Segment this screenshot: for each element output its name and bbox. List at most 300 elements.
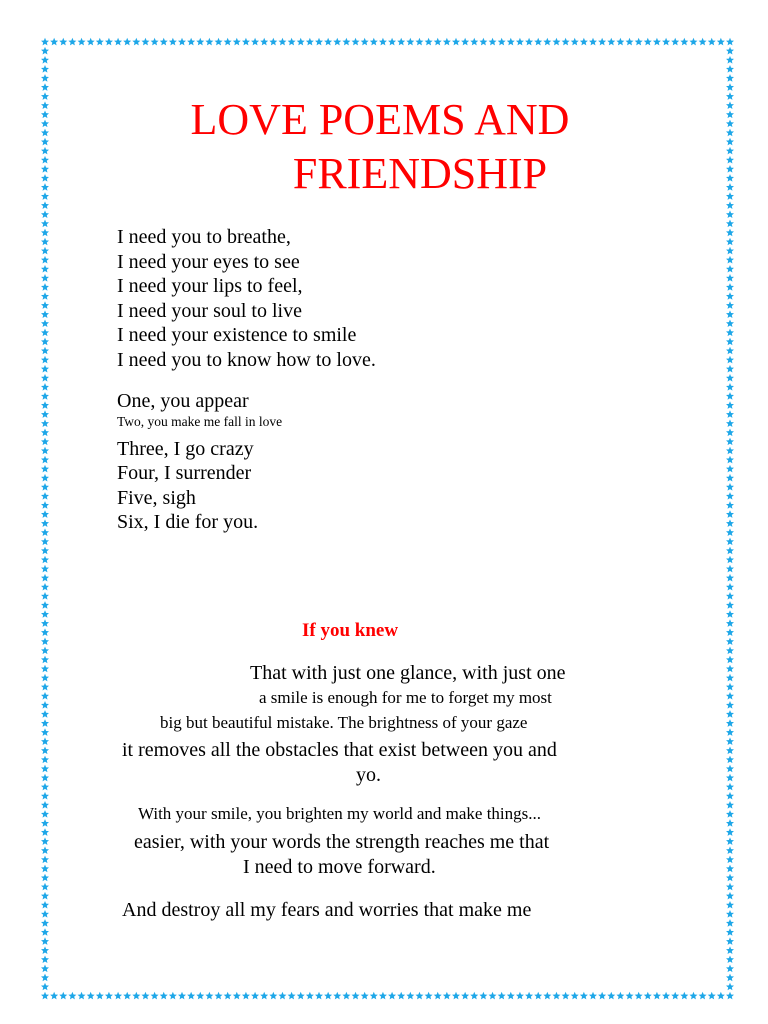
- star-icon: [41, 310, 49, 318]
- star-icon: [41, 983, 49, 991]
- star-icon: [41, 301, 49, 309]
- star-icon: [41, 765, 49, 773]
- star-icon: [105, 992, 113, 1000]
- star-icon: [726, 192, 734, 200]
- star-icon: [224, 992, 232, 1000]
- star-icon: [726, 392, 734, 400]
- star-icon: [726, 846, 734, 854]
- star-icon: [726, 574, 734, 582]
- star-icon: [717, 992, 725, 1000]
- star-icon: [726, 519, 734, 527]
- star-icon: [452, 992, 460, 1000]
- star-icon: [671, 992, 679, 1000]
- star-icon: [534, 38, 542, 46]
- star-icon: [726, 737, 734, 745]
- star-icon: [726, 147, 734, 155]
- star-icon: [452, 38, 460, 46]
- star-icon: [41, 819, 49, 827]
- star-icon: [726, 47, 734, 55]
- star-icon: [41, 928, 49, 936]
- star-icon: [415, 38, 423, 46]
- poem2-line: easier, with your words the strength reaches me that: [134, 831, 550, 853]
- star-icon: [726, 329, 734, 337]
- star-icon: [41, 883, 49, 891]
- star-icon: [41, 138, 49, 146]
- star-icon: [726, 928, 734, 936]
- star-icon: [489, 38, 497, 46]
- star-icon: [41, 247, 49, 255]
- star-icon: [726, 419, 734, 427]
- title-line-2: FRIENDSHIP: [292, 149, 548, 198]
- star-icon: [41, 628, 49, 636]
- star-icon: [41, 365, 49, 373]
- star-icon: [41, 846, 49, 854]
- star-icon: [726, 174, 734, 182]
- star-icon: [59, 38, 67, 46]
- star-icon: [689, 38, 697, 46]
- star-icon: [726, 256, 734, 264]
- star-icon: [41, 220, 49, 228]
- star-icon: [41, 292, 49, 300]
- star-icon: [406, 992, 414, 1000]
- star-icon: [205, 992, 213, 1000]
- star-icon: [41, 510, 49, 518]
- star-icon: [41, 647, 49, 655]
- star-icon: [41, 992, 49, 1000]
- star-icon: [543, 992, 551, 1000]
- star-icon: [635, 992, 643, 1000]
- star-icon: [516, 992, 524, 1000]
- star-icon: [41, 538, 49, 546]
- star-icon: [41, 147, 49, 155]
- star-icon: [41, 556, 49, 564]
- star-icon: [689, 992, 697, 1000]
- star-icon: [260, 992, 268, 1000]
- star-icon: [41, 746, 49, 754]
- star-icon: [41, 56, 49, 64]
- stanza-line: I need your existence to smile: [117, 324, 357, 346]
- star-icon: [726, 865, 734, 873]
- star-icon: [726, 238, 734, 246]
- star-icon: [726, 301, 734, 309]
- star-icon: [41, 665, 49, 673]
- star-icon: [41, 129, 49, 137]
- star-icon: [178, 38, 186, 46]
- star-icon: [41, 501, 49, 509]
- star-icon: [41, 865, 49, 873]
- star-icon: [41, 919, 49, 927]
- star-icon: [479, 38, 487, 46]
- star-icon: [41, 392, 49, 400]
- poem2-line: yo.: [356, 764, 381, 786]
- star-icon: [470, 992, 478, 1000]
- star-icon: [726, 229, 734, 237]
- star-icon: [41, 192, 49, 200]
- star-icon: [717, 38, 725, 46]
- star-icon: [726, 883, 734, 891]
- star-icon: [699, 992, 707, 1000]
- star-icon: [41, 783, 49, 791]
- star-icon: [726, 801, 734, 809]
- star-icon: [333, 992, 341, 1000]
- star-icon: [187, 38, 195, 46]
- star-icon: [205, 38, 213, 46]
- star-icon: [41, 774, 49, 782]
- star-icon: [525, 38, 533, 46]
- star-icon: [644, 38, 652, 46]
- star-icon: [726, 501, 734, 509]
- star-icon: [41, 428, 49, 436]
- poem2-line: That with just one glance, with just one: [250, 662, 566, 684]
- star-icon: [41, 101, 49, 109]
- star-icon: [726, 283, 734, 291]
- star-icon: [726, 274, 734, 282]
- star-icon: [68, 38, 76, 46]
- star-icon: [598, 38, 606, 46]
- star-icon: [352, 38, 360, 46]
- star-icon: [41, 874, 49, 882]
- star-icon: [361, 38, 369, 46]
- star-icon: [41, 619, 49, 627]
- star-icon: [726, 38, 734, 46]
- star-icon: [41, 319, 49, 327]
- star-icon: [41, 329, 49, 337]
- star-icon: [726, 201, 734, 209]
- stanza-line: I need you to know how to love.: [117, 348, 376, 371]
- star-icon: [178, 992, 186, 1000]
- star-icon: [726, 756, 734, 764]
- star-icon: [41, 347, 49, 355]
- star-icon: [671, 38, 679, 46]
- star-icon: [726, 165, 734, 173]
- star-icon: [324, 992, 332, 1000]
- star-icon: [41, 229, 49, 237]
- star-icon: [507, 992, 515, 1000]
- poem2-line: big but beautiful mistake. The brightness of your gaze: [160, 713, 528, 732]
- star-icon: [41, 401, 49, 409]
- star-icon: [132, 38, 140, 46]
- star-icon: [507, 38, 515, 46]
- star-icon: [726, 892, 734, 900]
- star-icon: [726, 247, 734, 255]
- star-icon: [726, 774, 734, 782]
- star-icon: [726, 74, 734, 82]
- star-icon: [580, 38, 588, 46]
- star-icon: [41, 47, 49, 55]
- poem2-line: a smile is enough for me to forget my most: [259, 688, 552, 707]
- star-icon: [653, 992, 661, 1000]
- star-icon: [397, 992, 405, 1000]
- star-icon: [726, 319, 734, 327]
- star-icon: [726, 210, 734, 218]
- star-icon: [41, 519, 49, 527]
- star-icon: [525, 992, 533, 1000]
- star-icon: [726, 610, 734, 618]
- star-icon: [726, 637, 734, 645]
- star-icon: [41, 356, 49, 364]
- star-icon: [169, 992, 177, 1000]
- star-icon: [580, 992, 588, 1000]
- star-icon: [41, 156, 49, 164]
- star-icon: [726, 874, 734, 882]
- count-line-two: Two, you make me fall in love: [117, 414, 283, 429]
- poem2-heading: If you knew: [302, 620, 399, 641]
- star-icon: [141, 992, 149, 1000]
- star-icon: [726, 710, 734, 718]
- star-icon: [41, 701, 49, 709]
- star-icon: [726, 65, 734, 73]
- star-icon: [278, 992, 286, 1000]
- star-icon: [562, 38, 570, 46]
- stanza-line: I need you to breathe,: [117, 226, 291, 248]
- star-icon: [552, 38, 560, 46]
- star-icon: [726, 365, 734, 373]
- star-icon: [653, 38, 661, 46]
- star-icon: [50, 38, 58, 46]
- star-icon: [425, 992, 433, 1000]
- star-icon: [41, 583, 49, 591]
- poem2-line: With your smile, you brighten my world and make things...: [138, 804, 542, 823]
- count-line-four: Four, I surrender: [117, 462, 252, 484]
- star-icon: [379, 38, 387, 46]
- star-icon: [251, 992, 259, 1000]
- star-icon: [726, 129, 734, 137]
- star-icon: [306, 992, 314, 1000]
- star-icon: [726, 592, 734, 600]
- star-icon: [726, 492, 734, 500]
- star-icon: [96, 38, 104, 46]
- star-icon: [342, 38, 350, 46]
- star-icon: [278, 38, 286, 46]
- star-icon: [41, 528, 49, 536]
- star-icon: [260, 38, 268, 46]
- poem2-line: And destroy all my fears and worries that make me: [122, 899, 532, 921]
- star-icon: [443, 992, 451, 1000]
- star-icon: [726, 428, 734, 436]
- star-icon: [324, 38, 332, 46]
- star-icon: [726, 728, 734, 736]
- star-icon: [726, 674, 734, 682]
- count-line-one: One, you appear: [117, 390, 249, 412]
- star-icon: [726, 937, 734, 945]
- star-icon: [41, 728, 49, 736]
- star-icon: [41, 383, 49, 391]
- star-icon: [41, 174, 49, 182]
- star-icon: [78, 992, 86, 1000]
- star-icon: [461, 38, 469, 46]
- star-icon: [196, 992, 204, 1000]
- star-icon: [406, 38, 414, 46]
- star-icon: [434, 992, 442, 1000]
- star-icon: [726, 410, 734, 418]
- star-icon: [41, 447, 49, 455]
- star-icon: [708, 38, 716, 46]
- count-line-three: Three, I go crazy: [117, 438, 254, 460]
- star-icon: [224, 38, 232, 46]
- star-icon: [726, 465, 734, 473]
- star-icon: [662, 38, 670, 46]
- star-icon: [132, 992, 140, 1000]
- stanza-line: I need your eyes to see: [117, 250, 300, 273]
- star-icon: [726, 619, 734, 627]
- star-icon: [342, 992, 350, 1000]
- star-icon: [726, 120, 734, 128]
- star-icon: [726, 828, 734, 836]
- star-icon: [699, 38, 707, 46]
- star-icon: [41, 210, 49, 218]
- star-icon: [397, 38, 405, 46]
- star-icon: [726, 338, 734, 346]
- star-icon: [607, 992, 615, 1000]
- star-icon: [388, 38, 396, 46]
- star-icon: [41, 756, 49, 764]
- star-icon: [726, 683, 734, 691]
- star-icon: [461, 992, 469, 1000]
- star-icon: [589, 38, 597, 46]
- star-icon: [242, 992, 250, 1000]
- star-icon: [726, 474, 734, 482]
- star-icon: [726, 310, 734, 318]
- star-icon: [41, 737, 49, 745]
- star-icon: [726, 356, 734, 364]
- star-icon: [41, 674, 49, 682]
- star-icon: [726, 265, 734, 273]
- star-icon: [41, 74, 49, 82]
- star-icon: [114, 992, 122, 1000]
- star-icon: [123, 992, 131, 1000]
- star-icon: [297, 992, 305, 1000]
- star-icon: [41, 483, 49, 491]
- star-icon: [726, 974, 734, 982]
- star-icon: [41, 801, 49, 809]
- star-icon: [288, 992, 296, 1000]
- star-icon: [726, 374, 734, 382]
- star-icon: [726, 183, 734, 191]
- star-icon: [41, 492, 49, 500]
- star-icon: [41, 574, 49, 582]
- star-icon: [41, 955, 49, 963]
- star-icon: [96, 992, 104, 1000]
- star-icon: [644, 992, 652, 1000]
- star-icon: [41, 592, 49, 600]
- star-icon: [87, 992, 95, 1000]
- star-icon: [726, 383, 734, 391]
- star-icon: [41, 274, 49, 282]
- star-icon: [498, 992, 506, 1000]
- star-icon: [379, 992, 387, 1000]
- star-icon: [726, 856, 734, 864]
- star-icon: [196, 38, 204, 46]
- star-icon: [662, 992, 670, 1000]
- star-icon: [41, 374, 49, 382]
- star-icon: [233, 992, 241, 1000]
- star-icon: [41, 465, 49, 473]
- star-icon: [151, 992, 159, 1000]
- star-icon: [726, 138, 734, 146]
- star-icon: [726, 583, 734, 591]
- star-icon: [489, 992, 497, 1000]
- star-icon: [41, 692, 49, 700]
- star-icon: [726, 292, 734, 300]
- star-icon: [726, 601, 734, 609]
- star-icon: [571, 992, 579, 1000]
- star-icon: [59, 992, 67, 1000]
- star-icon: [41, 338, 49, 346]
- star-icon: [41, 456, 49, 464]
- star-icon: [68, 992, 76, 1000]
- star-icon: [41, 165, 49, 173]
- star-icon: [562, 992, 570, 1000]
- star-icon: [726, 565, 734, 573]
- star-icon: [726, 910, 734, 918]
- star-icon: [41, 837, 49, 845]
- star-icon: [726, 665, 734, 673]
- star-icon: [41, 65, 49, 73]
- star-icon: [41, 892, 49, 900]
- star-icon: [297, 38, 305, 46]
- star-icon: [415, 992, 423, 1000]
- star-icon: [169, 38, 177, 46]
- star-icon: [370, 992, 378, 1000]
- star-icon: [726, 746, 734, 754]
- star-icon: [726, 810, 734, 818]
- star-icon: [41, 828, 49, 836]
- star-icon: [726, 447, 734, 455]
- star-icon: [726, 955, 734, 963]
- star-icon: [41, 810, 49, 818]
- star-icon: [41, 710, 49, 718]
- star-icon: [388, 992, 396, 1000]
- star-icon: [41, 974, 49, 982]
- star-icon: [114, 38, 122, 46]
- star-icon: [123, 38, 131, 46]
- star-icon: [41, 92, 49, 100]
- star-icon: [470, 38, 478, 46]
- star-icon: [726, 983, 734, 991]
- star-icon: [50, 992, 58, 1000]
- star-icon: [41, 792, 49, 800]
- star-icon: [41, 38, 49, 46]
- star-icon: [105, 38, 113, 46]
- star-icon: [726, 220, 734, 228]
- star-icon: [78, 38, 86, 46]
- star-icon: [726, 547, 734, 555]
- star-icon: [151, 38, 159, 46]
- star-icon: [215, 38, 223, 46]
- star-icon: [635, 38, 643, 46]
- star-icon: [315, 38, 323, 46]
- star-icon: [443, 38, 451, 46]
- star-icon: [41, 856, 49, 864]
- star-icon: [726, 347, 734, 355]
- star-icon: [41, 937, 49, 945]
- star-icon: [726, 556, 734, 564]
- star-icon: [242, 38, 250, 46]
- star-icon: [233, 38, 241, 46]
- star-icon: [41, 238, 49, 246]
- star-icon: [160, 38, 168, 46]
- star-icon: [726, 656, 734, 664]
- count-line-five: Five, sigh: [117, 487, 196, 509]
- star-icon: [306, 38, 314, 46]
- star-icon: [41, 265, 49, 273]
- star-icon: [626, 992, 634, 1000]
- stanza-line: I need your soul to live: [117, 299, 302, 322]
- star-icon: [41, 283, 49, 291]
- star-icon: [726, 483, 734, 491]
- star-icon: [616, 38, 624, 46]
- star-icon: [726, 992, 734, 1000]
